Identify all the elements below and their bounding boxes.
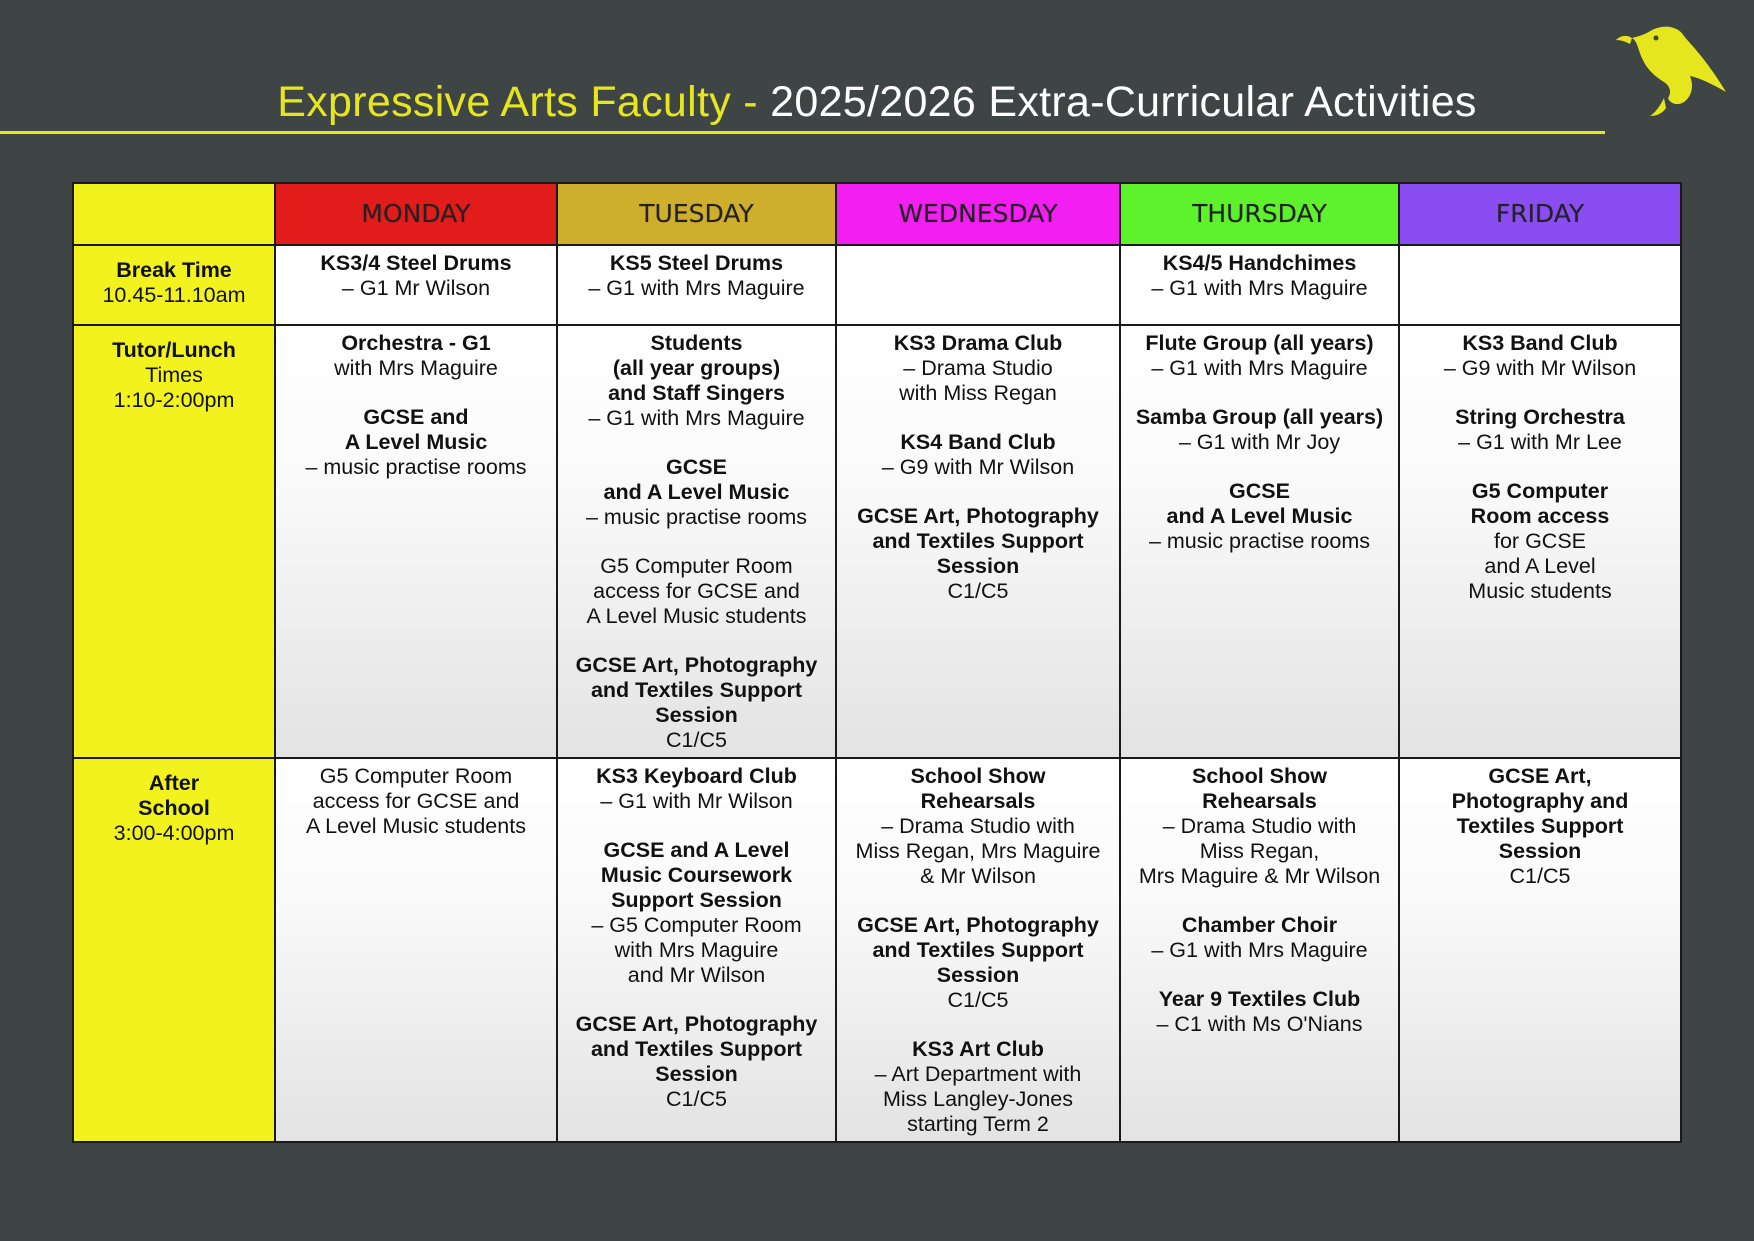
activity-detail: – Drama Studio <box>903 356 1053 380</box>
activity-name: Samba Group (all years) <box>1135 405 1384 429</box>
activity-detail: Miss Regan, Mrs Maguire <box>855 839 1101 863</box>
activity <box>1406 479 1674 604</box>
activity-detail: – G1 with Mrs Maguire <box>588 276 805 300</box>
activity-spacer <box>564 629 829 653</box>
cell-friday <box>1399 245 1681 325</box>
row-label-time: 10.45-11.10am <box>102 283 246 307</box>
activity <box>1406 764 1674 889</box>
activity-spacer <box>843 480 1113 504</box>
activity-name: (all year groups) <box>612 356 781 380</box>
activity-detail: and A Level <box>1484 554 1596 578</box>
cell-tuesday <box>557 245 836 325</box>
activity-detail: access for GCSE and <box>593 579 800 603</box>
activity <box>843 913 1113 1013</box>
row-label-title: Tutor/Lunch <box>112 338 236 362</box>
activity-name: Orchestra - G1 <box>341 331 491 355</box>
activity-name: GCSE Art, Photography <box>857 504 1099 528</box>
activity-detail: – C1 with Ms O'Nians <box>1156 1012 1363 1036</box>
activity-spacer <box>564 814 829 838</box>
activity-spacer <box>843 1013 1113 1037</box>
activity-name: Room access <box>1470 504 1610 528</box>
activity <box>1406 405 1674 455</box>
activity-name: Session <box>655 1062 738 1086</box>
row-label-time: 1:10-2:00pm <box>113 388 235 412</box>
activity-detail: A Level Music students <box>306 814 526 838</box>
activity-name: and A Level Music <box>603 480 790 504</box>
cell-friday <box>1399 325 1681 758</box>
activity-name: and Staff Singers <box>608 381 785 405</box>
activity-spacer <box>564 431 829 455</box>
activity-name: Rehearsals <box>1202 789 1317 813</box>
cell-wednesday <box>836 245 1120 325</box>
activity-detail: with Miss Regan <box>899 381 1057 405</box>
cell-tuesday <box>557 325 836 758</box>
row-label <box>73 758 275 1142</box>
activity <box>843 331 1113 406</box>
activity-name: Chamber Choir <box>1181 913 1338 937</box>
day-header-monday: MONDAY <box>275 183 557 245</box>
activity-name: KS3 Art Club <box>912 1037 1044 1061</box>
activity-detail: – Drama Studio with <box>881 814 1075 838</box>
activity-detail: – music practise rooms <box>305 455 527 479</box>
day-header-row <box>73 183 1681 245</box>
activity <box>1127 331 1392 381</box>
activity-name: String Orchestra <box>1455 405 1625 429</box>
activity <box>843 764 1113 889</box>
cell-thursday <box>1120 758 1399 1142</box>
activity-name: Session <box>1498 839 1582 863</box>
day-header-wednesday: WEDNESDAY <box>836 183 1120 245</box>
activity-detail: C1/C5 <box>666 728 727 752</box>
activity <box>843 1037 1113 1137</box>
activity-spacer <box>843 406 1113 430</box>
row-label <box>73 245 275 325</box>
activity-name: and A Level Music <box>1166 504 1353 528</box>
activity <box>282 251 550 301</box>
activity-spacer <box>1127 889 1392 913</box>
activity <box>564 455 829 530</box>
activity-name: and Textiles Support <box>872 938 1084 962</box>
activity-spacer <box>843 889 1113 913</box>
activity-name: Session <box>936 554 1020 578</box>
activity-detail: C1/C5 <box>1509 864 1571 888</box>
activity-detail: C1/C5 <box>666 1087 727 1111</box>
activity <box>1406 331 1674 381</box>
activity-spacer <box>1127 963 1392 987</box>
activity-detail: C1/C5 <box>947 579 1009 603</box>
row-label-title: School <box>138 796 210 820</box>
activity <box>282 764 550 839</box>
activity-name: KS3 Drama Club <box>893 331 1063 355</box>
row-break-time <box>73 245 1681 325</box>
activity-name: GCSE Art, Photography <box>575 1012 818 1036</box>
activity-detail: and Mr Wilson <box>627 963 766 987</box>
cell-wednesday <box>836 325 1120 758</box>
activity-name: Session <box>936 963 1020 987</box>
activity-spacer <box>1127 455 1392 479</box>
activity <box>564 838 829 988</box>
activity-name: School Show <box>1192 764 1327 788</box>
activity <box>1127 405 1392 455</box>
activity-detail: – G1 with Mrs Maguire <box>588 406 805 430</box>
activity-name: Photography and <box>1451 789 1629 813</box>
activity-name: G5 Computer <box>1471 479 1609 503</box>
page-title <box>0 78 1754 127</box>
activity-name: KS3/4 Steel Drums <box>320 251 512 275</box>
activity-name: School Show <box>910 764 1046 788</box>
activity-detail: C1/C5 <box>947 988 1009 1012</box>
row-label <box>73 325 275 758</box>
activity-name: GCSE Art, Photography <box>575 653 818 677</box>
activity-name: and Textiles Support <box>590 1037 803 1061</box>
cell-tuesday <box>557 758 836 1142</box>
row-label-time: Times <box>145 363 203 387</box>
activity-name: Session <box>655 703 738 727</box>
activity-name: GCSE <box>1229 479 1290 503</box>
corner-cell <box>73 183 275 245</box>
activity-detail: – G1 with Mrs Maguire <box>1151 356 1368 380</box>
activity-detail: G5 Computer Room <box>319 764 513 788</box>
cell-wednesday <box>836 758 1120 1142</box>
activity-name: Textiles Support <box>1456 814 1624 838</box>
cell-monday <box>275 758 557 1142</box>
activity-name: GCSE Art, <box>1488 764 1592 788</box>
activity <box>282 331 550 381</box>
activity-detail: – Drama Studio with <box>1162 814 1357 838</box>
activity-detail: – G5 Computer Room <box>591 913 802 937</box>
activity-detail: & Mr Wilson <box>920 864 1036 888</box>
activity <box>1127 987 1392 1037</box>
activity-detail: – G1 with Mrs Maguire <box>1151 276 1368 300</box>
activity <box>564 554 829 629</box>
activity-spacer <box>1406 381 1674 405</box>
activity <box>564 653 829 753</box>
activity <box>843 430 1113 480</box>
activity-detail: – G1 with Mrs Maguire <box>1151 938 1368 962</box>
activity-name: GCSE and <box>363 405 469 429</box>
activity-detail: Music students <box>1468 579 1612 603</box>
activity-name: GCSE <box>666 455 727 479</box>
activity-spacer <box>564 988 829 1012</box>
activity-name: GCSE and A Level <box>603 838 790 862</box>
activity-detail: for GCSE <box>1494 529 1586 553</box>
activity <box>564 1012 829 1112</box>
cell-monday <box>275 245 557 325</box>
day-header-friday: FRIDAY <box>1399 183 1681 245</box>
cell-friday <box>1399 758 1681 1142</box>
activity-name: GCSE Art, Photography <box>857 913 1099 937</box>
activity-name: A Level Music <box>344 430 488 454</box>
activity-spacer <box>1127 381 1392 405</box>
activity-detail: G5 Computer Room <box>600 554 793 578</box>
row-label-time: 3:00-4:00pm <box>113 821 235 845</box>
cell-monday <box>275 325 557 758</box>
activity-detail: Mrs Maguire & Mr Wilson <box>1138 864 1381 888</box>
row-tutor-lunch <box>73 325 1681 758</box>
activity <box>1127 913 1392 963</box>
activity <box>1127 479 1392 554</box>
activity-name: Support Session <box>611 888 782 912</box>
row-after-school <box>73 758 1681 1142</box>
activity-detail: – G1 with Mr Joy <box>1178 430 1341 454</box>
title-activities: 2025/2026 Extra-Curricular Activities <box>770 78 1477 126</box>
activity-name: Students <box>650 331 743 355</box>
activity <box>564 764 829 814</box>
activity <box>1127 764 1392 889</box>
activity <box>282 405 550 480</box>
cell-thursday <box>1120 325 1399 758</box>
title-underline <box>0 131 1605 134</box>
activity-spacer <box>564 530 829 554</box>
activity-name: KS4 Band Club <box>900 430 1056 454</box>
activity-detail: starting Term 2 <box>907 1112 1049 1136</box>
activity-name: Rehearsals <box>920 789 1036 813</box>
cell-thursday <box>1120 245 1399 325</box>
activity <box>564 251 829 301</box>
activity-detail: Miss Regan, <box>1199 839 1320 863</box>
activity-detail: access for GCSE and <box>312 789 520 813</box>
activity-name: KS3 Band Club <box>1462 331 1618 355</box>
timetable <box>72 182 1682 1143</box>
activity-name: Flute Group (all years) <box>1145 331 1374 355</box>
activity-name: and Textiles Support <box>872 529 1084 553</box>
activity-detail: with Mrs Maguire <box>334 356 498 380</box>
activity-detail: – G1 with Mr Wilson <box>600 789 793 813</box>
activity-name: KS4/5 Handchimes <box>1162 251 1357 275</box>
activity-spacer <box>282 381 550 405</box>
row-label-title: Break Time <box>116 258 232 282</box>
activity-detail: – G1 Mr Wilson <box>341 276 491 300</box>
day-header-thursday: THURSDAY <box>1120 183 1399 245</box>
activity-detail: with Mrs Maguire <box>614 938 779 962</box>
activity-name: Year 9 Textiles Club <box>1158 987 1361 1011</box>
row-label-title: After <box>148 771 200 795</box>
activity-spacer <box>1406 455 1674 479</box>
activity-name: and Textiles Support <box>590 678 803 702</box>
activity-name: KS5 Steel Drums <box>609 251 784 275</box>
activity-detail: – G9 with Mr Wilson <box>1443 356 1637 380</box>
activity-detail: – G1 with Mr Lee <box>1458 430 1622 454</box>
activity-detail: – Art Department with <box>874 1062 1082 1086</box>
day-header-tuesday: TUESDAY <box>557 183 836 245</box>
activity-name: Music Coursework <box>600 863 793 887</box>
falcon-icon <box>1612 22 1728 122</box>
activity-detail: A Level Music students <box>586 604 807 628</box>
activity <box>564 331 829 431</box>
activity-name: KS3 Keyboard Club <box>596 764 797 788</box>
activity-detail: – G9 with Mr Wilson <box>881 455 1075 479</box>
title-faculty: Expressive Arts Faculty - <box>277 78 771 126</box>
activity <box>1127 251 1392 301</box>
activity-detail: – music practise rooms <box>1148 529 1371 553</box>
activity-detail: Miss Langley-Jones <box>882 1087 1073 1111</box>
activity-detail: – music practise rooms <box>585 505 808 529</box>
activity <box>843 504 1113 604</box>
